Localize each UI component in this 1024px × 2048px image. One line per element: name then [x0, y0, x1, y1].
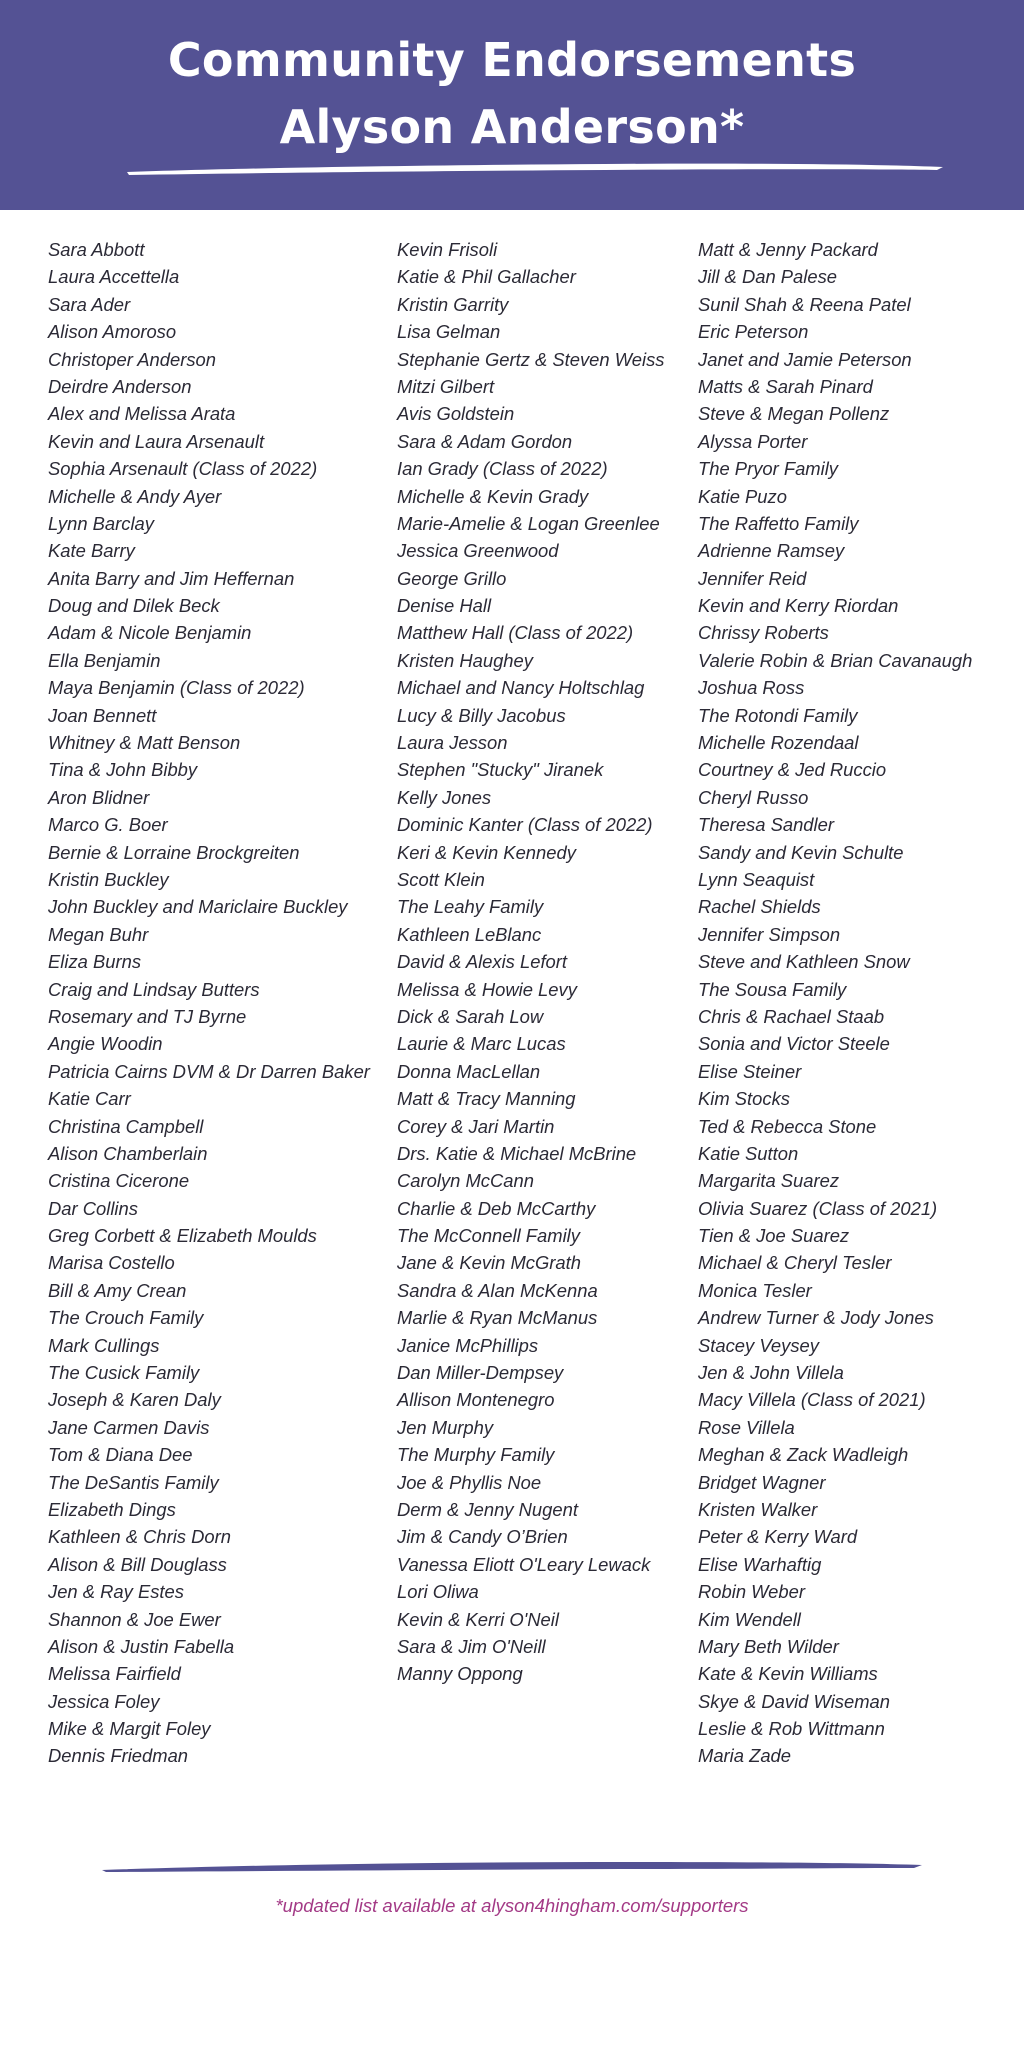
endorser-name: Jennifer Reid [698, 567, 807, 589]
endorser-column-1 [48, 236, 393, 1770]
endorser-name: Corey & Jari Martin [397, 1115, 555, 1137]
endorser-name: Jen Murphy [397, 1416, 494, 1438]
endorser-name: Maria Zade [698, 1745, 792, 1767]
endorser-name: Patricia Cairns DVM & Dr Darren Baker [48, 1060, 370, 1082]
endorser-name: Rachel Shields [698, 896, 821, 918]
endorser-name: Angie Woodin [48, 1033, 163, 1055]
endorser-name: Maya Benjamin (Class of 2022) [48, 677, 305, 699]
endorser-name: Chris & Rachael Staab [698, 1005, 885, 1027]
endorser-name: Kristen Haughey [397, 649, 533, 671]
endorser-name: Melissa & Howie Levy [397, 978, 577, 1000]
endorser-name: Matthew Hall (Class of 2022) [397, 622, 634, 644]
endorser-name: The Pryor Family [698, 458, 838, 480]
endorser-name: Drs. Katie & Michael McBrine [397, 1142, 637, 1164]
endorser-name: Rosemary and TJ Byrne [48, 1005, 247, 1027]
endorser-name: Marisa Costello [48, 1252, 175, 1274]
endorser-name: Alison & Bill Douglass [48, 1553, 227, 1575]
candidate-name: Alyson Anderson* [279, 100, 745, 154]
endorser-name: Michelle Rozendaal [698, 732, 859, 754]
endorser-name: Courtney & Jed Ruccio [698, 759, 887, 781]
endorser-name: Christina Campbell [48, 1115, 204, 1137]
endorser-name: Alison Amoroso [48, 321, 177, 343]
endorser-name: Jim & Candy O’Brien [397, 1526, 568, 1548]
endorser-name: Matts & Sarah Pinard [698, 375, 873, 397]
endorser-name: Laura Accettella [48, 266, 180, 288]
endorser-name: Janice McPhillips [397, 1334, 539, 1356]
endorser-name: Dan Miller-Dempsey [397, 1362, 564, 1384]
endorser-name: The Rotondi Family [698, 704, 858, 726]
endorser-name: George Grillo [397, 567, 507, 589]
endorser-name: The Murphy Family [397, 1444, 555, 1466]
endorser-name: Christoper Anderson [48, 348, 216, 370]
endorser-name: Stephanie Gertz & Steven Weiss [397, 348, 665, 370]
endorser-name: Skye & David Wiseman [698, 1690, 890, 1712]
endorser-name: Shannon & Joe Ewer [48, 1608, 221, 1630]
endorser-name: Michael & Cheryl Tesler [698, 1252, 892, 1274]
endorser-name: Melissa Fairfield [48, 1663, 181, 1685]
endorser-name: Lucy & Billy Jacobus [397, 704, 566, 726]
endorser-name: Mary Beth Wilder [698, 1635, 839, 1657]
endorser-name: Steve and Kathleen Snow [698, 951, 910, 973]
endorser-name: Lynn Seaquist [698, 868, 815, 890]
endorser-name: Keri & Kevin Kennedy [397, 841, 576, 863]
endorser-name: Deirdre Anderson [48, 375, 192, 397]
endorser-name: Leslie & Rob Wittmann [698, 1718, 885, 1740]
endorser-name: Kristen Walker [698, 1498, 818, 1520]
endorser-name: Sara Abbott [48, 239, 145, 260]
endorser-name: Vanessa Eliott O'Leary Lewack [397, 1553, 651, 1575]
endorser-name: Kevin & Kerri O'Neil [397, 1608, 559, 1630]
endorser-name: Lori Oliwa [397, 1581, 479, 1603]
endorser-name: Dick & Sarah Low [397, 1005, 544, 1027]
endorser-name: Joe & Phyllis Noe [397, 1471, 542, 1493]
endorser-name: Theresa Sandler [698, 814, 834, 836]
endorser-name: Megan Buhr [48, 923, 149, 945]
endorser-name: Derm & Jenny Nugent [397, 1498, 578, 1520]
endorser-name: Kathleen & Chris Dorn [48, 1526, 231, 1548]
endorser-name: Jessica Greenwood [397, 540, 559, 562]
endorser-name: The Leahy Family [397, 896, 544, 918]
endorser-name: The Raffetto Family [698, 512, 859, 534]
endorser-name: Eliza Burns [48, 951, 142, 973]
endorser-name: Manny Oppong [397, 1663, 523, 1685]
endorser-name: Katie Puzo [698, 485, 787, 507]
endorser-name: Meghan & Zack Wadleigh [698, 1444, 909, 1466]
endorser-name: Macy Villela (Class of 2021) [698, 1389, 926, 1411]
endorser-name: Tina & John Bibby [48, 759, 198, 781]
endorser-name: Elizabeth Dings [48, 1498, 176, 1520]
endorser-name: Robin Weber [698, 1581, 805, 1603]
endorser-name: Monica Tesler [698, 1279, 812, 1301]
endorser-name: Peter & Kerry Ward [698, 1526, 858, 1548]
endorser-name: Rose Villela [698, 1416, 795, 1438]
endorser-name: Kelly Jones [397, 786, 492, 808]
endorser-name: Michelle & Kevin Grady [397, 485, 589, 507]
endorser-name: Chrissy Roberts [698, 622, 829, 644]
endorser-name: Adam & Nicole Benjamin [48, 622, 252, 644]
endorser-name: Dar Collins [48, 1197, 138, 1219]
endorser-name: Andrew Turner & Jody Jones [698, 1307, 934, 1329]
endorser-name: David & Alexis Lefort [397, 951, 568, 973]
endorser-name: Denise Hall [397, 595, 492, 617]
endorser-name: Kevin and Kerry Riordan [698, 595, 899, 617]
endorser-name: Elise Warhaftig [698, 1553, 822, 1575]
endorser-name: Ted & Rebecca Stone [698, 1115, 877, 1137]
endorser-name: Sophia Arsenault (Class of 2022) [48, 458, 318, 480]
endorser-name: Joan Bennett [48, 704, 157, 726]
endorser-name: Elise Steiner [698, 1060, 802, 1082]
endorser-name: Laura Jesson [397, 732, 508, 754]
endorser-name: Joseph & Karen Daly [48, 1389, 221, 1411]
endorser-name: Alison & Justin Fabella [48, 1635, 235, 1657]
endorser-name: Avis Goldstein [397, 403, 515, 425]
endorser-name: Marco G. Boer [48, 814, 168, 836]
endorser-name: Sandy and Kevin Schulte [698, 841, 904, 863]
endorser-name: Donna MacLellan [397, 1060, 541, 1082]
endorser-name: Katie Carr [48, 1088, 131, 1110]
endorser-name: Kim Stocks [698, 1088, 790, 1110]
endorser-name: Kim Wendell [698, 1608, 801, 1630]
endorser-name: Whitney & Matt Benson [48, 732, 241, 754]
endorser-name: Laurie & Marc Lucas [397, 1033, 566, 1055]
endorser-name: Alex and Melissa Arata [48, 403, 236, 425]
endorser-name: Bernie & Lorraine Brockgreiten [48, 841, 300, 863]
endorser-name: Sara Ader [48, 293, 131, 315]
endorser-name: Mitzi Gilbert [397, 375, 495, 397]
endorser-name: Jennifer Simpson [698, 923, 841, 945]
endorser-name: Sonia and Victor Steele [698, 1033, 890, 1055]
endorser-name: Kevin and Laura Arsenault [48, 430, 265, 452]
endorser-name: Mike & Margit Foley [48, 1718, 211, 1740]
endorser-name: Sunil Shah & Reena Patel [698, 293, 911, 315]
endorser-name: Scott Klein [397, 868, 485, 890]
endorser-name: Jill & Dan Palese [698, 266, 838, 288]
endorser-name: Adrienne Ramsey [698, 540, 845, 562]
endorser-name: Steve & Megan Pollenz [698, 403, 890, 425]
endorser-name: Cheryl Russo [698, 786, 809, 808]
endorser-name: Greg Corbett & Elizabeth Moulds [48, 1225, 317, 1247]
endorser-name: Sara & Adam Gordon [397, 430, 573, 452]
endorser-name: Kate Barry [48, 540, 135, 562]
endorser-name: The Cusick Family [48, 1362, 200, 1384]
endorser-name: Stacey Veysey [698, 1334, 819, 1356]
endorser-name: Tien & Joe Suarez [698, 1225, 850, 1247]
updated-list-note: *updated list available at alyson4hingham.com/supporters [275, 1895, 749, 1916]
endorser-name: Kristin Buckley [48, 868, 169, 890]
endorser-name: Sara & Jim O'Neill [397, 1635, 546, 1657]
endorser-name: Katie & Phil Gallacher [397, 266, 576, 288]
endorser-name: Kevin Frisoli [397, 239, 498, 260]
endorser-name: Michelle & Andy Ayer [48, 485, 222, 507]
endorser-name: Cristina Cicerone [48, 1170, 190, 1192]
endorser-name: Stephen "Stucky" Jiranek [397, 759, 604, 781]
endorser-name: Janet and Jamie Peterson [698, 348, 912, 370]
endorser-name: Carolyn McCann [397, 1170, 534, 1192]
endorser-name: Michael and Nancy Holtschlag [397, 677, 645, 699]
endorser-name: Kate & Kevin Williams [698, 1663, 878, 1685]
endorser-name: Bill & Amy Crean [48, 1279, 187, 1301]
footer-brush-stroke [100, 1859, 924, 1873]
endorser-name: Tom & Diana Dee [48, 1444, 193, 1466]
endorser-name: Jen & John Villela [698, 1362, 844, 1384]
endorser-name: Charlie & Deb McCarthy [397, 1197, 596, 1219]
endorser-name: Dennis Friedman [48, 1745, 189, 1767]
endorser-name: Jen & Ray Estes [48, 1581, 184, 1603]
endorser-name: Jane Carmen Davis [48, 1416, 210, 1438]
endorser-name: Anita Barry and Jim Heffernan [48, 567, 295, 589]
endorser-name: Jessica Foley [48, 1690, 160, 1712]
endorser-name: Matt & Jenny Packard [698, 239, 878, 260]
endorser-name: Matt & Tracy Manning [397, 1088, 576, 1110]
endorser-name: The McConnell Family [397, 1225, 580, 1247]
endorser-name: Katie Sutton [698, 1142, 799, 1164]
endorser-name: Aron Blidner [48, 786, 150, 808]
endorser-name: Eric Peterson [698, 321, 809, 343]
endorser-name: The DeSantis Family [48, 1471, 219, 1493]
endorser-name: Ella Benjamin [48, 649, 161, 671]
page-title: Community Endorsements [167, 33, 857, 87]
endorser-name: Margarita Suarez [698, 1170, 840, 1192]
endorser-name: Allison Montenegro [397, 1389, 555, 1411]
endorser-name: Doug and Dilek Beck [48, 595, 220, 617]
endorser-name: Alison Chamberlain [48, 1142, 208, 1164]
endorser-column-2 [397, 236, 694, 1688]
endorser-name: John Buckley and Mariclaire Buckley [48, 896, 348, 918]
endorser-name: Lisa Gelman [397, 321, 501, 343]
endorser-name: Ian Grady (Class of 2022) [397, 458, 608, 480]
endorser-name: The Sousa Family [698, 978, 847, 1000]
endorser-name: Lynn Barclay [48, 512, 154, 534]
endorser-name: Marlie & Ryan McManus [397, 1307, 598, 1329]
endorser-name: Marie-Amelie & Logan Greenlee [397, 512, 660, 534]
endorser-name: Alyssa Porter [698, 430, 808, 452]
endorser-name: Craig and Lindsay Butters [48, 978, 260, 1000]
endorser-name: Jane & Kevin McGrath [397, 1252, 581, 1274]
endorser-name: Kathleen LeBlanc [397, 923, 542, 945]
endorser-name: Dominic Kanter (Class of 2022) [397, 814, 653, 836]
endorser-name: Joshua Ross [698, 677, 805, 699]
endorser-column-3 [698, 236, 1018, 1770]
endorser-name: Bridget Wagner [698, 1471, 826, 1493]
endorser-name: Sandra & Alan McKenna [397, 1279, 598, 1301]
endorser-name: Olivia Suarez (Class of 2021) [698, 1197, 938, 1219]
endorser-name: Valerie Robin & Brian Cavanaugh [698, 649, 973, 671]
endorser-name: Kristin Garrity [397, 293, 509, 315]
endorser-name: The Crouch Family [48, 1307, 204, 1329]
endorser-name: Mark Cullings [48, 1334, 160, 1356]
